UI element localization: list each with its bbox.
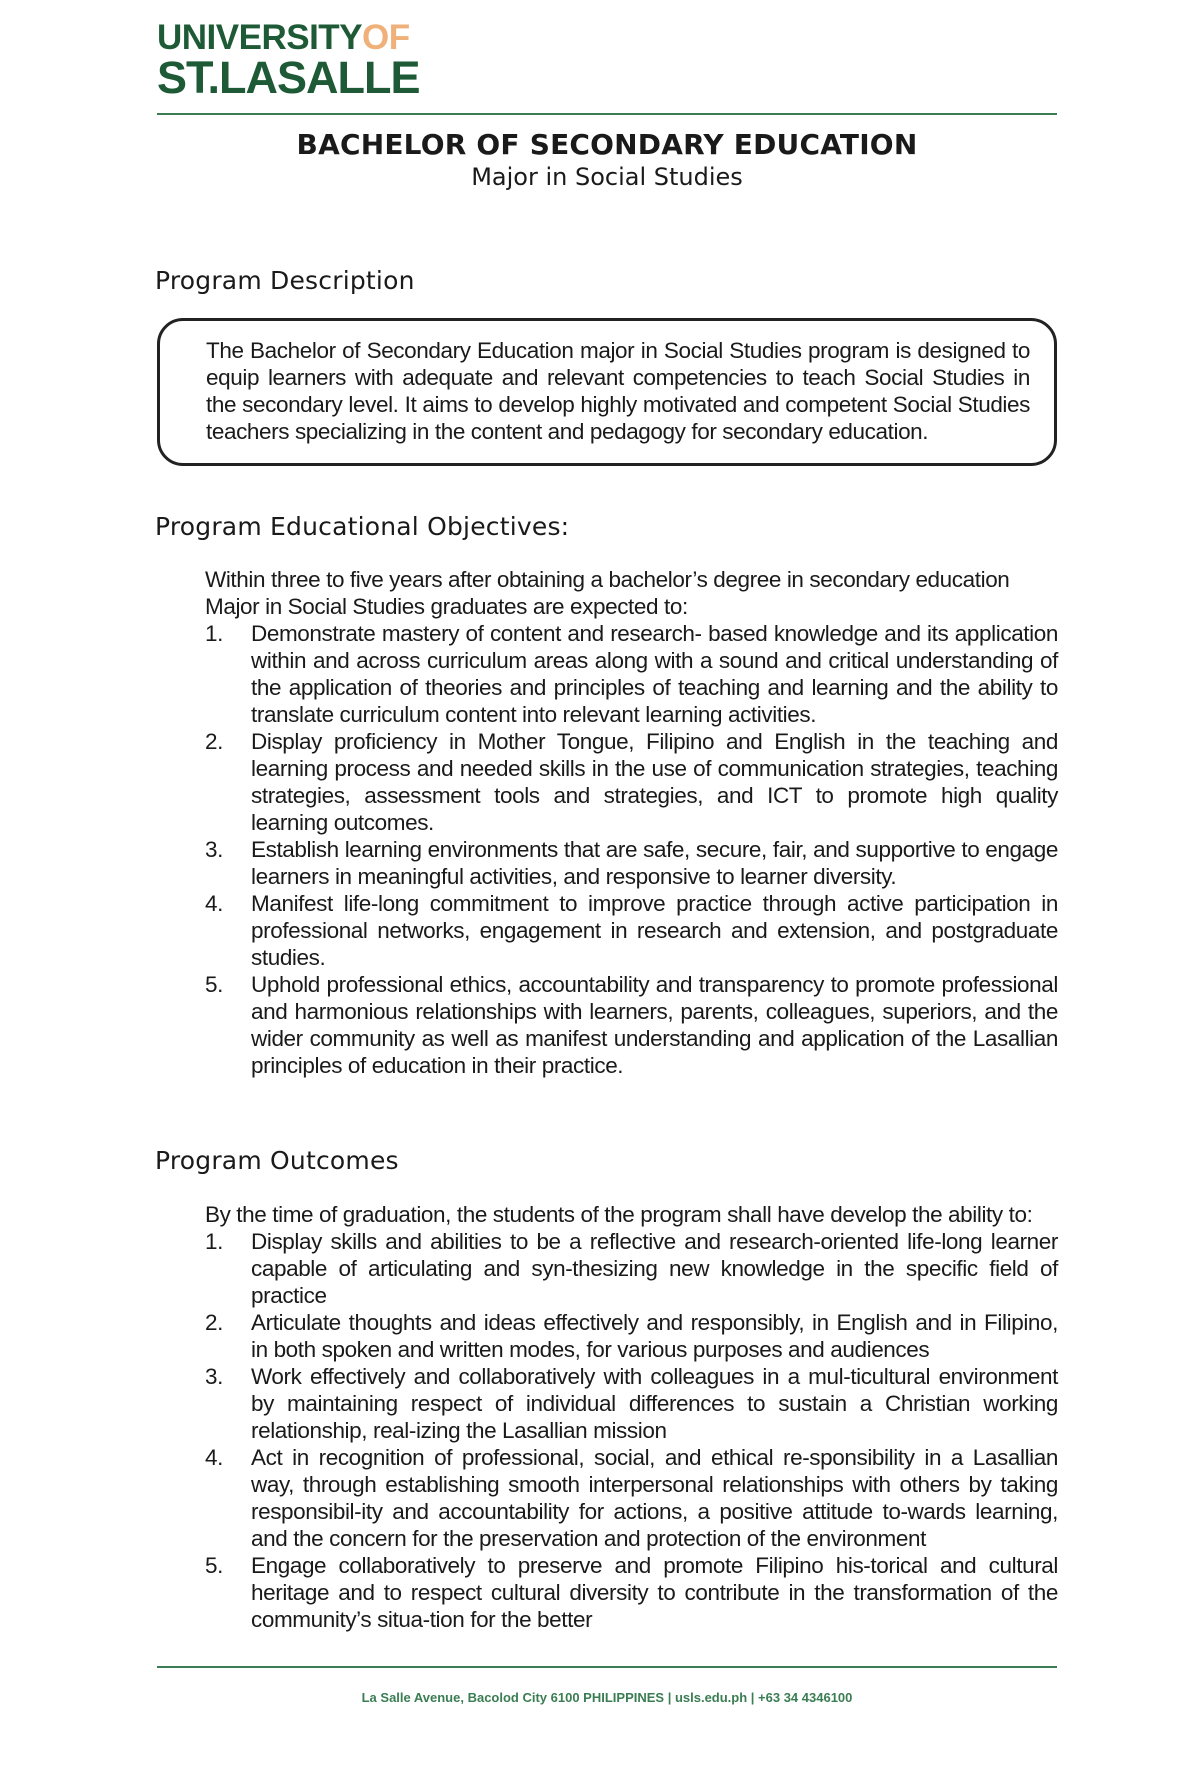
list-item	[205, 1309, 1058, 1363]
outcomes-intro: By the time of graduation, the students of the program shall have develop the ability to:	[205, 1202, 1033, 1227]
outcomes-section	[205, 1201, 1058, 1633]
list-item-number: 5.	[205, 972, 223, 997]
list-item	[205, 971, 1058, 1079]
outcomes-heading: Program Outcomes	[155, 1146, 399, 1175]
objectives-heading: Program Educational Objectives:	[155, 512, 570, 541]
list-item-text: Display skills and abilities to be a reflective and research-oriented life-long learner capable of articulating and syn-thesizing new knowledge in the specific field of practice	[251, 1229, 1058, 1308]
list-item	[205, 1363, 1058, 1444]
list-item	[205, 1228, 1058, 1309]
list-item	[205, 1444, 1058, 1552]
objectives-list	[205, 620, 1058, 1079]
list-item	[205, 890, 1058, 971]
list-item	[205, 728, 1058, 836]
list-item	[205, 1552, 1058, 1633]
document-title	[157, 128, 1057, 191]
program-description-box	[157, 318, 1057, 466]
list-item-text: Establish learning environments that are safe, secure, fair, and supportive to engage learners in meaningful activities, and responsive to learner diversity.	[251, 837, 1058, 889]
outcomes-list	[205, 1228, 1058, 1633]
list-item-number: 2.	[205, 729, 223, 754]
objectives-intro: Within three to five years after obtaining a bachelor’s degree in secondary education Major in Social Studies graduates are expected to:	[205, 567, 1010, 619]
program-major: Major in Social Studies	[471, 163, 743, 191]
program-description-heading: Program Description	[155, 266, 415, 295]
footer-divider	[157, 1666, 1057, 1668]
list-item-number: 1.	[205, 621, 223, 646]
list-item-number: 3.	[205, 1364, 223, 1389]
list-item-number: 3.	[205, 837, 223, 862]
list-item-text: Act in recognition of professional, social, and ethical re-sponsibility in a Lasallian way, through establishing smooth interpersonal relationships with others by taking responsibil-ity and accountability for actions, a positive attitude to-wards learning, and the concern for the preservation and protection of the environment	[251, 1445, 1058, 1551]
list-item-text: Manifest life-long commitment to improve practice through active participation in professional networks, engagement in research and extension, and postgraduate studies.	[251, 891, 1058, 970]
list-item	[205, 620, 1058, 728]
list-item-text: Uphold professional ethics, accountability and transparency to promote professional and harmonious relationships with learners, parents, colleagues, superiors, and the wider community as well as manifest understanding and application of the Lasallian principles of education in their practice.	[251, 972, 1058, 1078]
list-item-number: 2.	[205, 1310, 223, 1335]
program-description-text: The Bachelor of Secondary Education major in Social Studies program is designed to equip learners with adequate and relevant competencies to teach Social Studies in the secondary level. It aims to develop highly motivated and competent Social Studies teachers specializing in the content and pedagogy for secondary education.	[206, 338, 1030, 444]
university-logo	[157, 18, 420, 103]
logo-st-lasalle-text: ST.LASALLE	[157, 52, 420, 103]
list-item-text: Engage collaboratively to preserve and promote Filipino his-torical and cultural heritage and to respect cultural diversity to contribute in the transformation of the community’s situa-tion for the better	[251, 1553, 1058, 1632]
logo-university-text: UNIVERSITY	[157, 18, 363, 57]
list-item-text: Work effectively and collaboratively with colleagues in a mul-ticultural environment by maintaining respect of individual differences to sustain a Christian working relationship, real-izing the Lasallian mission	[251, 1364, 1058, 1443]
list-item-number: 5.	[205, 1553, 223, 1578]
list-item-text: Articulate thoughts and ideas effectively and responsibly, in English and in Filipino, in both spoken and written modes, for various purposes and audiences	[251, 1310, 1058, 1362]
list-item	[205, 836, 1058, 890]
objectives-section	[205, 566, 1058, 1079]
header-divider	[157, 113, 1057, 115]
list-item-text: Demonstrate mastery of content and research- based knowledge and its application within and across curriculum areas along with a sound and critical understanding of the application of theories and principles of teaching and learning and the ability to translate curriculum content into relevant learning activities.	[251, 621, 1058, 727]
footer-contact: La Salle Avenue, Bacolod City 6100 PHILIPPINES | usls.edu.ph | +63 34 4346100	[361, 1690, 853, 1705]
list-item-number: 1.	[205, 1229, 223, 1254]
list-item-number: 4.	[205, 1445, 223, 1470]
list-item-text: Display proficiency in Mother Tongue, Filipino and English in the teaching and learning process and needed skills in the use of communication strategies, teaching strategies, assessment tools and strategies, and ICT to promote high quality learning outcomes.	[251, 729, 1058, 835]
program-title: BACHELOR OF SECONDARY EDUCATION	[296, 128, 918, 161]
list-item-number: 4.	[205, 891, 223, 916]
logo-of-text: OF	[362, 18, 410, 57]
